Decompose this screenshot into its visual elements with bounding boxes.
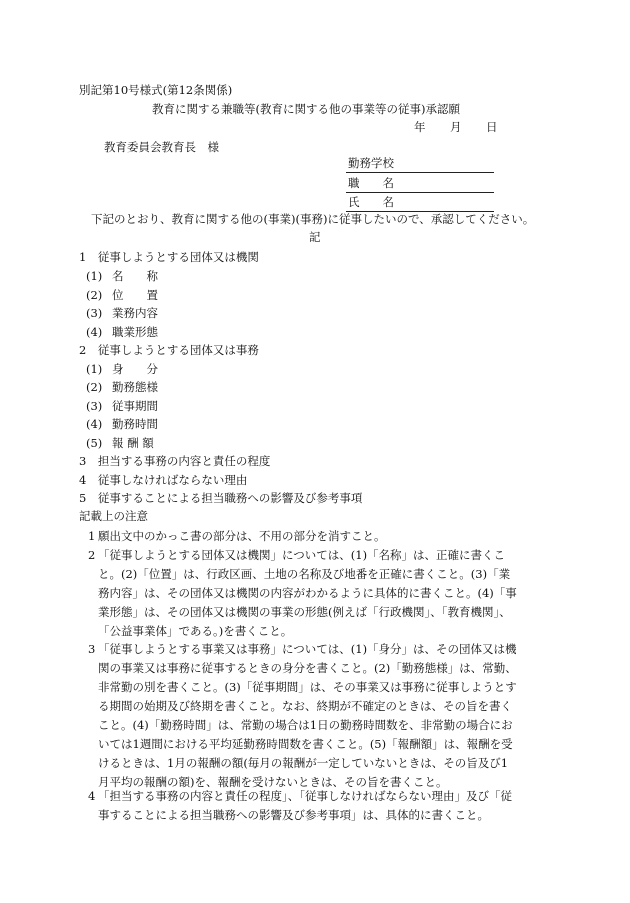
item-label: 勤務時間 [112, 417, 158, 431]
note-2 [88, 546, 518, 641]
section-2-item [86, 399, 158, 414]
note-text: 「従事しようとする事業又は事務」については、(1)「身分」は、その団体又は機関の事業又は事務に従事するときの身分を書くこと。(2)「勤務態様」は、常勤、非常勤の別を書くこと。(3)「従事期間」は、その事業又は事務に従事しようとする期間の始期及び終期を書くこと。なお、終期が不確定のときは、その旨を書くこと。(4)「勤務時間」は、常勤の場合は1日の勤務時間数を、非常勤の場合においては1週間における平均延勤務時間数を書くこと。(5)「報酬額」は、報酬を受けるときは、1月の報酬の額(毎月の報酬が一定していないときは、その旨及び1月平均の報酬の額)を、報酬を受けないときは、その旨を書くこと。 [98, 642, 517, 789]
form-number: 別記第10号様式(第12条関係) [79, 83, 233, 97]
item-number: (3) [86, 306, 103, 320]
item-number: (4) [86, 417, 103, 431]
item-label: 従事期間 [112, 399, 158, 413]
section-2-item [86, 362, 158, 377]
section-1-item [86, 306, 158, 321]
note-text: 「従事しようとする団体又は機関」については、(1)「名称」は、正確に書くこと。(2)「位置」は、行政区画、土地の名称及び地番を正確に書くこと。(3)「業務内容」は、その団体又は機関の内容がわかるように具体的に書くこと。(4)「事業形態」は、その団体又は機関の事業の形態(例えば「行政機関」、「教育機関」、「公益事業体」である。)を書くこと。 [98, 548, 517, 638]
item-label: 位 置 [112, 288, 158, 302]
date-year-label: 年 [414, 120, 426, 134]
item-number: (4) [86, 325, 103, 339]
ki-mark: 記 [309, 230, 321, 244]
date-month-label: 月 [450, 120, 462, 134]
section-2-item [86, 417, 158, 432]
note-number: 1 [88, 529, 96, 543]
note-text: 「担当する事務の内容と責任の程度」、「従事しなければならない理由」及び「従事することによる担当職務への影響及び参考事項」は、具体的に書くこと。 [98, 789, 512, 822]
item-number: (3) [86, 399, 103, 413]
item-number: (2) [86, 380, 103, 394]
section-2-item [86, 380, 158, 395]
section-1-item [86, 288, 158, 303]
school-field-line[interactable] [346, 172, 494, 173]
section-1-item [86, 325, 158, 340]
request-text: 下記のとおり、教育に関する他の(事業)(事務)に従事したいので、承認してください。 [91, 212, 535, 226]
section-2-title: 2 従事しようとする団体又は事務 [79, 343, 259, 357]
section-2-item [86, 436, 154, 451]
section-5-title: 5 従事することによる担当職務への影響及び参考事項 [79, 491, 363, 505]
item-label: 報 酬 額 [112, 436, 154, 450]
notes-heading: 記載上の注意 [79, 509, 148, 523]
note-3 [88, 640, 518, 792]
note-number: 3 [88, 642, 96, 656]
position-label: 職 名 [348, 176, 394, 190]
position-field-line[interactable] [346, 192, 494, 193]
note-1 [88, 527, 518, 546]
item-number: (1) [86, 362, 103, 376]
item-number: (2) [86, 288, 103, 302]
name-label: 氏 名 [348, 195, 394, 209]
item-label: 勤務態様 [112, 380, 158, 394]
item-label: 身 分 [112, 362, 158, 376]
note-number: 4 [88, 789, 96, 803]
section-1-title: 1 従事しようとする団体又は機関 [79, 250, 259, 264]
section-3-title: 3 担当する事務の内容と責任の程度 [79, 454, 271, 468]
school-label: 勤務学校 [348, 156, 394, 170]
item-number: (1) [86, 269, 103, 283]
item-label: 職業形態 [112, 325, 158, 339]
date-day-label: 日 [486, 120, 498, 134]
note-4 [88, 787, 518, 825]
item-label: 業務内容 [112, 306, 158, 320]
form-title: 教育に関する兼職等(教育に関する他の事業等の従事)承認願 [152, 102, 460, 116]
section-4-title: 4 従事しなければならない理由 [79, 473, 248, 487]
item-number: (5) [86, 436, 103, 450]
addressee: 教育委員会教育長 様 [104, 140, 219, 154]
section-1-item [86, 269, 158, 284]
note-text: 願出文中のかっこ書の部分は、不用の部分を消すこと。 [98, 529, 386, 543]
item-label: 名 称 [112, 269, 158, 283]
note-number: 2 [88, 548, 96, 562]
